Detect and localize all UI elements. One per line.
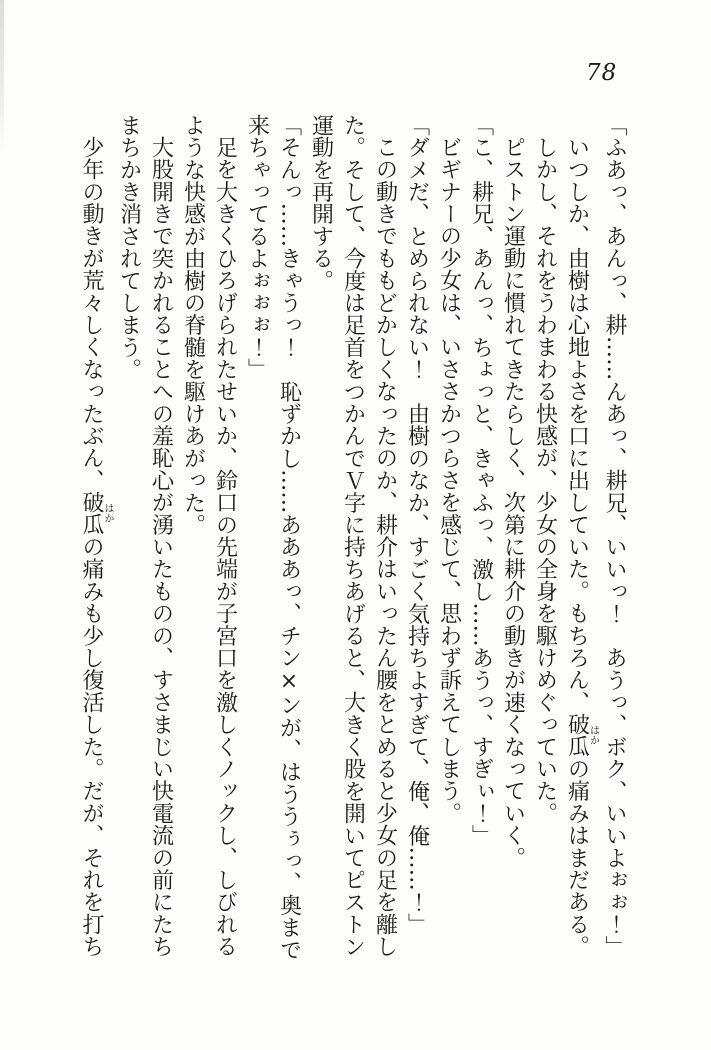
text-column: 「そんっ……きゃうっ！ 恥ずかし……あああっ、チン×ンが、はううぅっ、奥まで <box>276 114 302 961</box>
text-column: 足を大きくひろげられたせいか、鈴口の先端が子宮口を激しくノックし、しびれる <box>212 136 238 958</box>
scan-edge-artifact <box>0 0 4 150</box>
text-column: 「ふあっ、あんっ、耕……んあっ、耕兄、いいっ！ あうっ、ボク、いいよぉぉ！」 <box>602 114 627 958</box>
text-column: 「ダメだ、とめられない！ 由樹のなか、すごく気持ちよすぎて、俺、俺……！」 <box>404 114 430 936</box>
text-column: この動きでももどかしくなったのか、耕介はいったん腰をとめると少女の足を離し <box>372 136 398 958</box>
text-column: ピストン運動に慣れてきたらしく、次第に耕介の動きが速くなっていく。 <box>500 136 526 869</box>
text-column: いつしか、由樹は心地よさを口に出していた。もちろん、破瓜はかの痛みはまだある。 <box>564 136 599 958</box>
page-number: 78 <box>586 60 618 86</box>
text-block <box>79 114 630 964</box>
text-column: ビギナーの少女は、いささかつらさを感じて、思わず訴えてしまう。 <box>436 136 462 825</box>
ruby-annotated-word: 破瓜はか <box>79 491 113 536</box>
text-column: 大股開きで突かれることへの羞恥心が湧いたものの、すさまじい快電流の前にたち <box>148 136 174 958</box>
text-column: 運動を再開する。 <box>308 114 334 292</box>
text-column: た。そして、今度は足首をつかんでＶ字に持ちあげると、大きく股を開いてピストン <box>340 114 366 958</box>
text-column: ような快感が由樹の脊髄を駆けあがった。 <box>180 114 206 536</box>
text-column: 来ちゃってるよぉぉぉ！」 <box>244 114 270 381</box>
text-column: 少年の動きが荒々しくなったぶん、破瓜はかの痛みも少し復活した。だが、それを打ち <box>79 136 113 958</box>
ruby-annotated-word: 破瓜はか <box>564 713 599 758</box>
text-column: まちかき消されてしまう。 <box>116 114 142 381</box>
text-column: しかし、それをうわまわる快感が、少女の全身を駆けめぐっていた。 <box>532 136 558 825</box>
text-column: 「こ、耕兄、あんっ、ちょっと、きゃふっ、激し……あうっ、すぎぃ！」 <box>468 114 494 847</box>
